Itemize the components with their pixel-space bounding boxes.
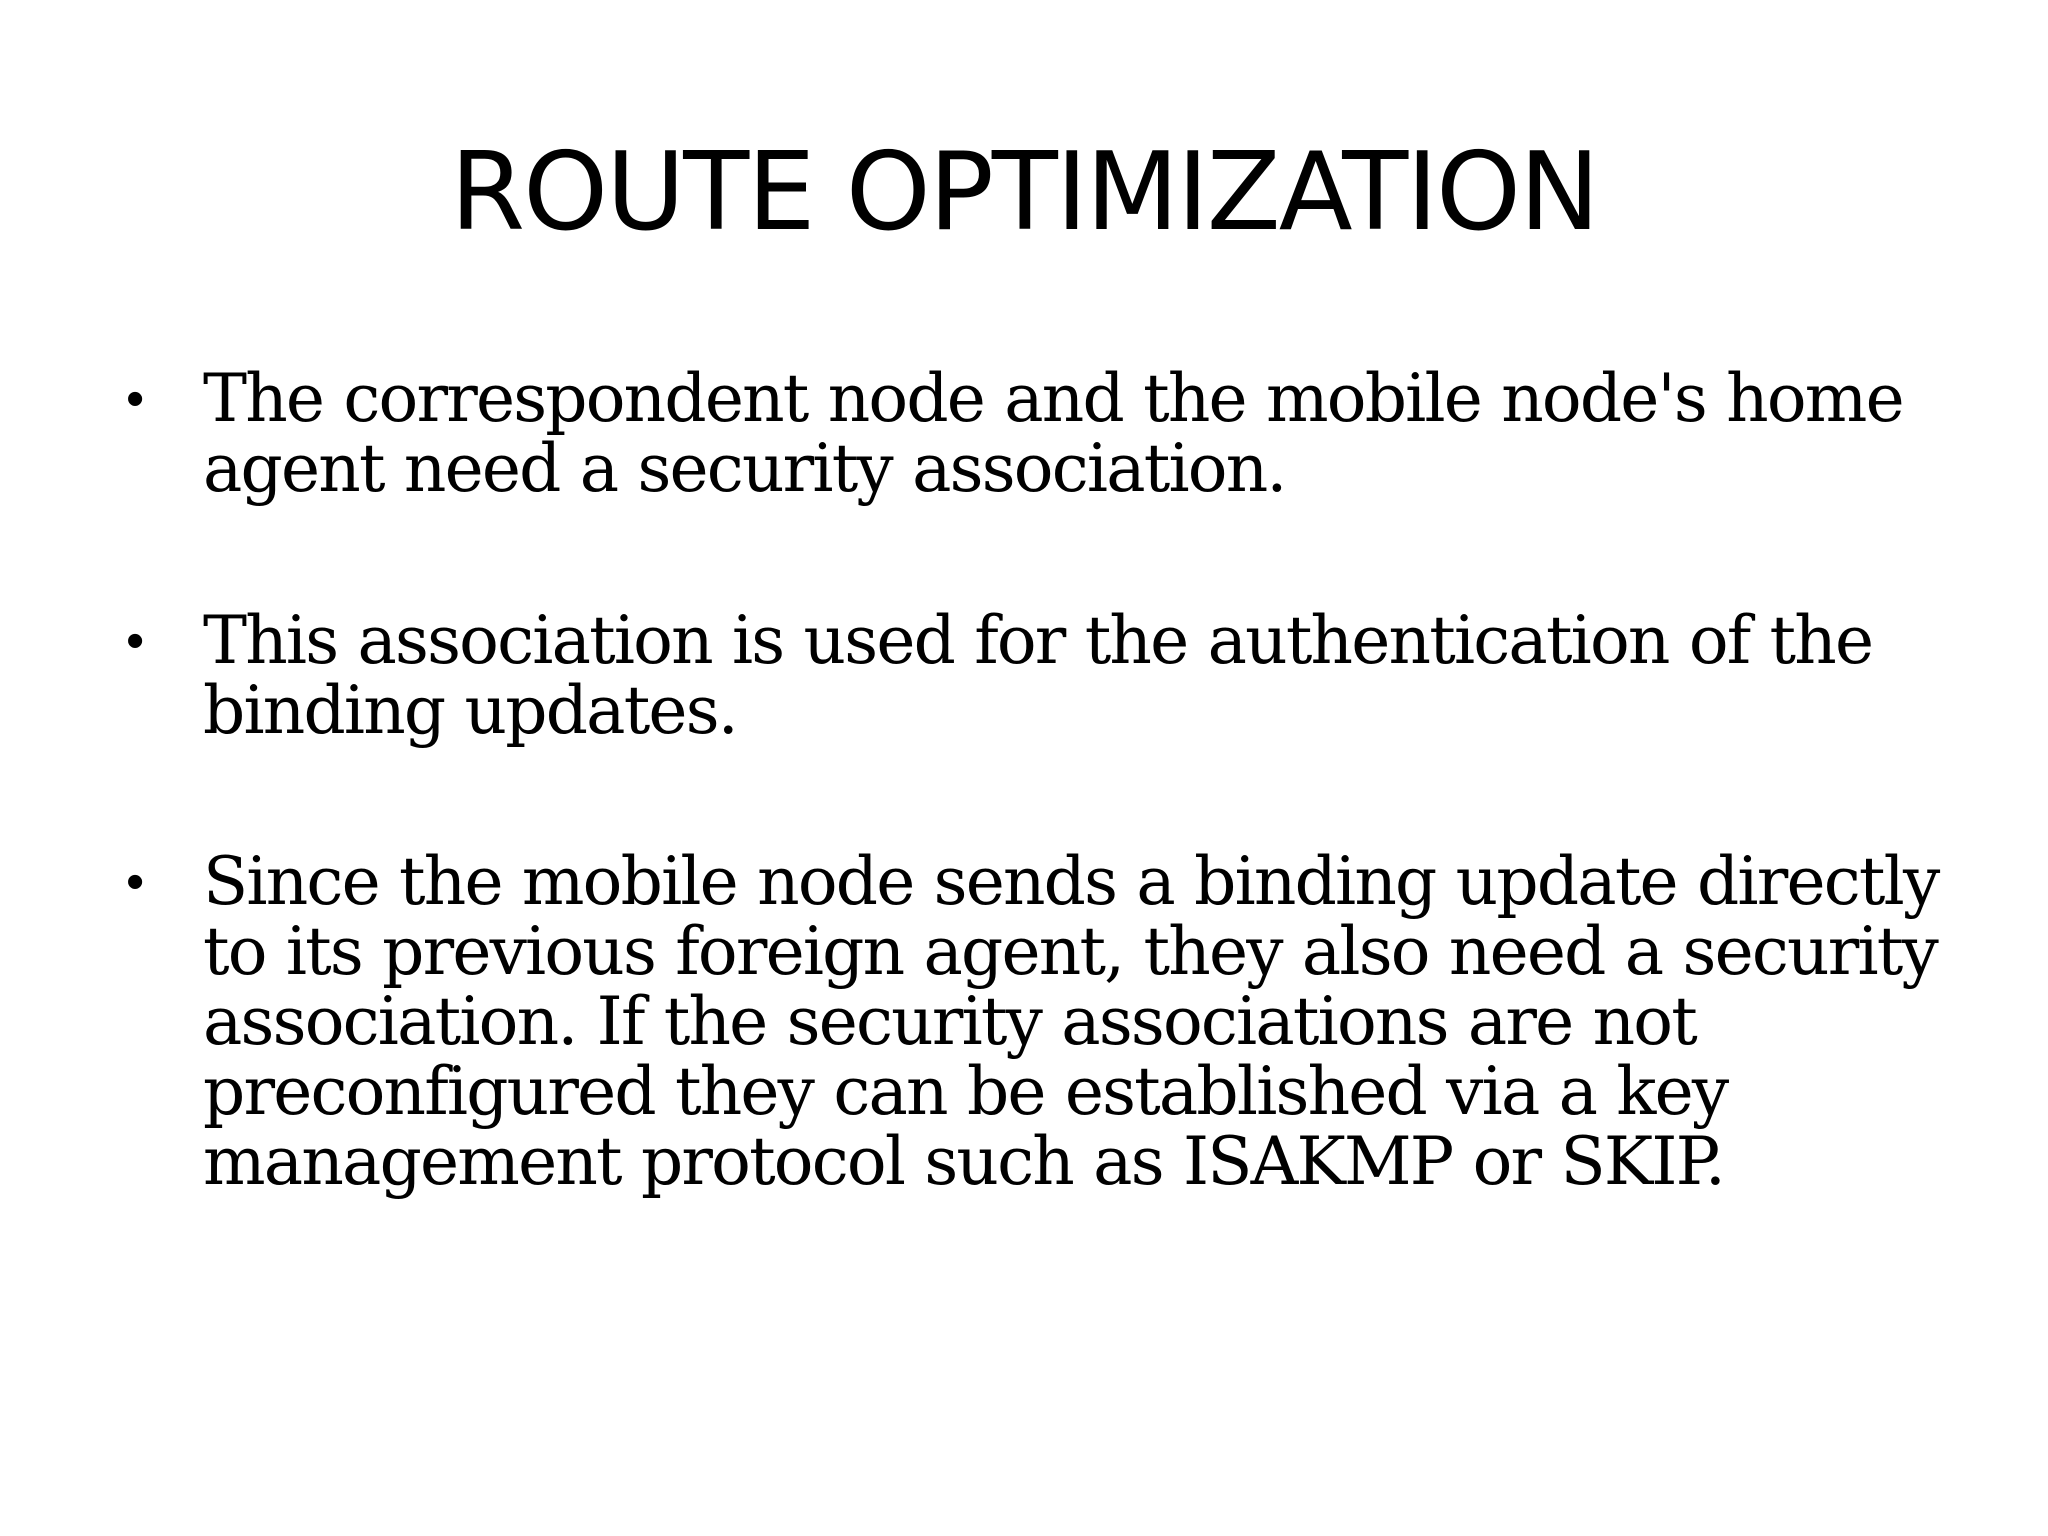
slide-title: ROUTE OPTIMIZATION <box>450 130 1598 255</box>
bullet-icon: • <box>126 370 145 428</box>
bullet-icon: • <box>126 612 145 670</box>
bullet-text: The correspondent node and the mobile node's home agent need a security association. <box>203 360 1903 507</box>
bullet-text: Since the mobile node sends a binding update directly to its previous foreign agent, they also need a security association. If the security associations are not preconfigured they can be established via a key management protocol such as ISAKMP or SKIP. <box>203 843 1939 1200</box>
bullet-text: This association is used for the authentication of the binding updates. <box>203 602 1873 749</box>
bullet-icon: • <box>126 853 145 911</box>
